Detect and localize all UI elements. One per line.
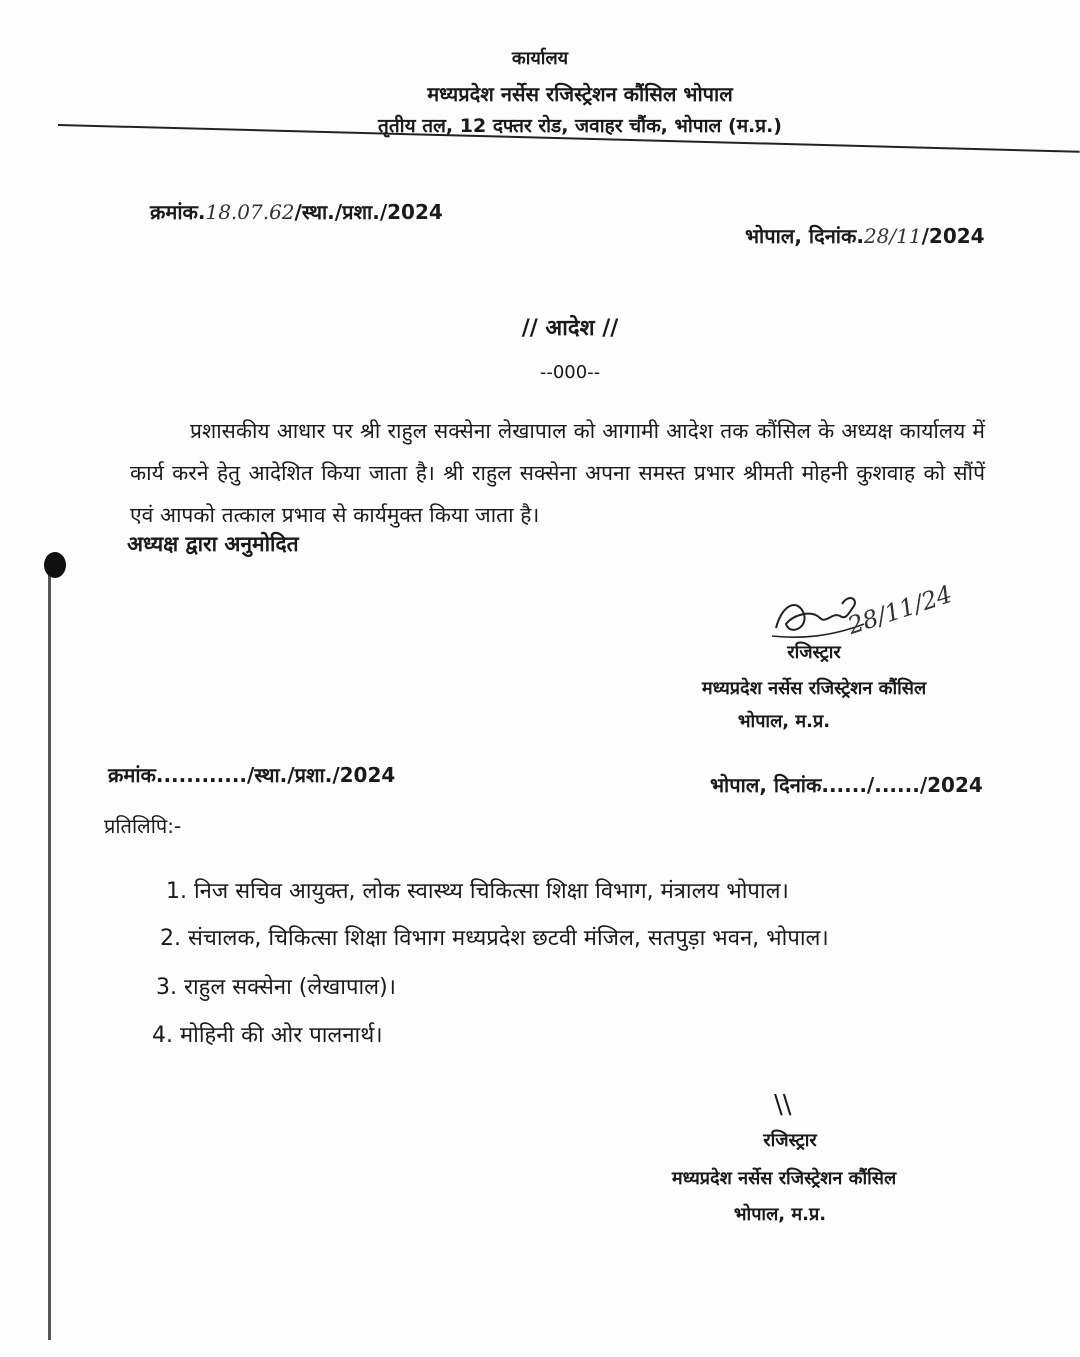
signature-2-designation: रजिस्ट्रार [763,1130,817,1151]
copy-number: क्रमांक............/स्था./प्रशा./2024 [108,763,396,787]
signature-1-designation: रजिस्ट्रार [787,642,841,663]
header-office: कार्यालय [511,48,569,69]
order-body: प्रशासकीय आधार पर श्री राहुल सक्सेना लेखापाल को आगामी आदेश तक कौंसिल के अध्यक्ष कार्यालय में कार्य करने हेतु आदेशित किया जाता है। श्री राहुल सक्सेना अपना समस्त प्रभार श्रीमती मोहनी कुशवाह को सौंपें एवं आपको तत्काल प्रभाव से कार्यमुक्त किया जाता है। [130,419,985,527]
header-organization: मध्यप्रदेश नर्सेस रजिस्ट्रेशन कौंसिल भोपाल [427,82,733,106]
order-number [150,198,443,225]
order-number-prefix: क्रमांक. [150,200,206,224]
signature-2-mark: \\ [774,1090,792,1120]
order-title: // आदेश // [521,316,619,341]
copy-item: 1. निज सचिव आयुक्त, लोक स्वास्थ्य चिकित्सा शिक्षा विभाग, मंत्रालय भोपाल। [166,879,789,904]
page-edge-shadow [48,560,51,1340]
signature-1-date: 28/11/24 [844,580,956,640]
order-date-prefix: भोपाल, दिनांक. [745,224,864,248]
copy-item: 3. राहुल सक्सेना (लेखापाल)। [156,975,396,1000]
signature-1-place: भोपाल, म.प्र. [737,711,831,732]
order-number-suffix: /स्था./प्रशा./2024 [294,200,443,224]
header-address: तृतीय तल, 12 दफ्तर रोड, जवाहर चौंक, भोपाल (म.प्र.) [378,115,782,137]
title-separator: --000-- [539,362,601,383]
copy-item: 4. मोहिनी की ओर पालनार्थ। [152,1023,383,1048]
order-date-handwritten: 28/11 [863,224,922,248]
signature-2-place: भोपाल, म.प्र. [733,1204,827,1225]
signature-1-organization: मध्यप्रदेश नर्सेस रजिस्ट्रेशन कौंसिल [701,678,927,699]
approved-by: अध्यक्ष द्वारा अनुमोदित [127,532,299,556]
signature-2-organization: मध्यप्रदेश नर्सेस रजिस्ट्रेशन कौंसिल [671,1168,897,1189]
order-date [745,222,985,249]
order-number-handwritten: 18.07.62 [205,200,295,224]
copy-item: 2. संचालक, चिकित्सा शिक्षा विभाग मध्यप्रदेश छटवी मंजिल, सतपुड़ा भवन, भोपाल। [160,926,829,951]
copies-label: प्रतिलिपि:- [104,814,182,838]
order-date-suffix: /2024 [921,224,985,248]
copy-date: भोपाल, दिनांक....../....../2024 [710,773,983,797]
punch-hole [44,552,66,578]
